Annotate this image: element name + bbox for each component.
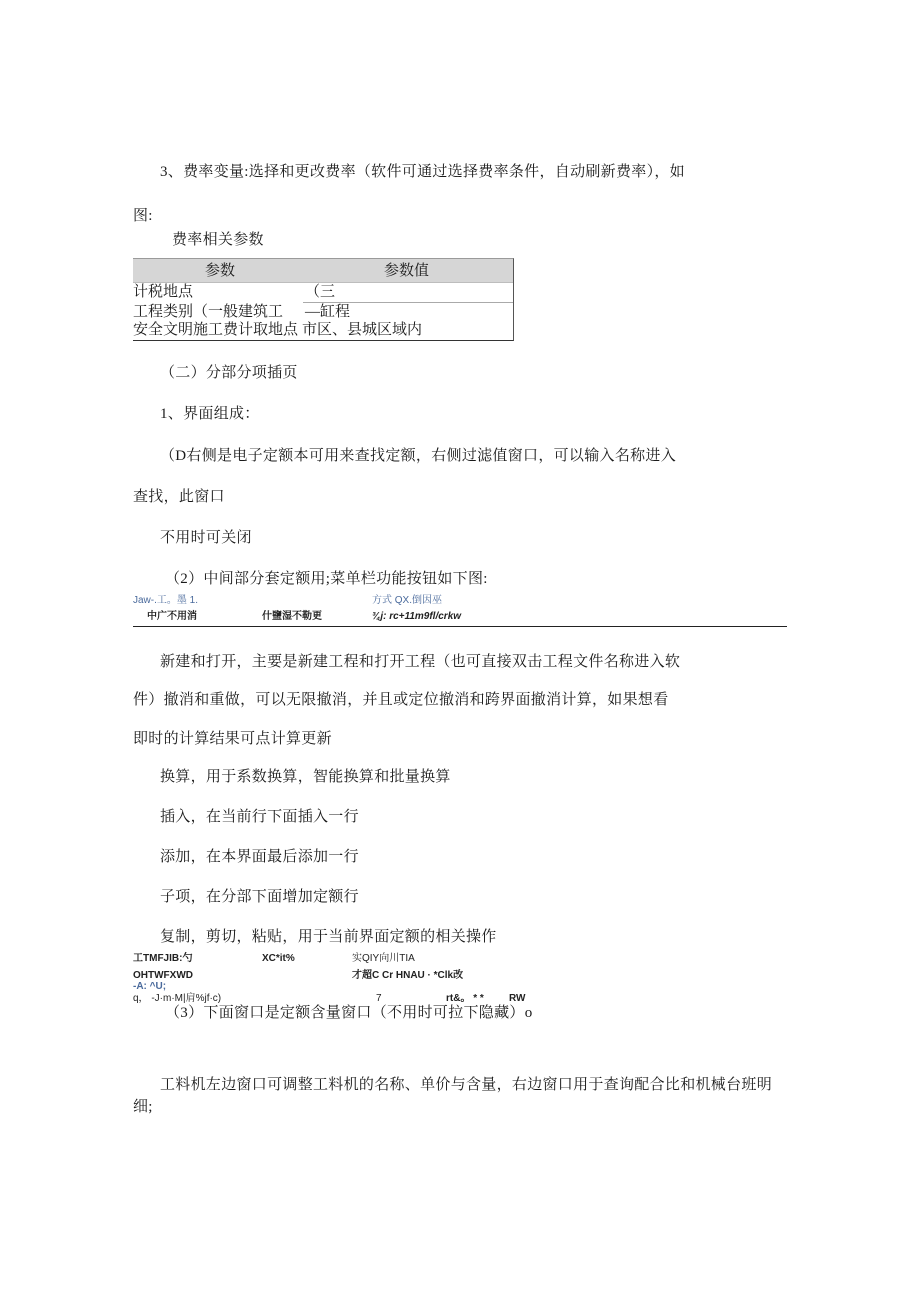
interface-composition-heading: 1、界面组成： xyxy=(160,406,260,422)
toolbar2-text: XC*it% xyxy=(262,953,295,964)
table-header-row xyxy=(133,259,513,283)
toolbar2-text: -A: ^U; xyxy=(133,981,167,992)
desc-new-open-cont: 件）撤消和重做，可以无限撤消，并且或定位撤消和跨界面撤消计算，如果想看 xyxy=(133,692,669,708)
toolbar1-text: 方式 QX.倒因巫 xyxy=(372,595,443,606)
table-cell-param: 计税地点 xyxy=(133,284,194,300)
table-cell-param: 工程类别（一般建筑工 xyxy=(133,304,284,320)
paragraph-labor-material-cont: 细; xyxy=(133,1099,153,1115)
desc-new-open: 新建和打开，主要是新建工程和打开工程（也可直接双击工程文件名称进入软 xyxy=(160,654,681,670)
table-cell-value: —缸程 xyxy=(305,304,351,320)
toolbar2-text: 工TMFJIB:勺 xyxy=(133,953,193,964)
toolbar1-text: Jaw-.工。墨 1. xyxy=(133,595,199,606)
toolbar1-divider xyxy=(133,626,787,627)
desc-insert: 插入，在当前行下面插入一行 xyxy=(160,809,359,825)
fee-table-caption: 费率相关参数 xyxy=(172,232,264,248)
table-cell-value: （三 xyxy=(305,284,336,300)
toolbar2-text: RW xyxy=(509,993,526,1004)
desc-new-open-cont: 即时的计算结果可点计算更新 xyxy=(133,731,332,747)
fee-variable-paragraph: 3、费率变量:选择和更改费率（软件可通过选择费率条件，自动刷新费率），如 xyxy=(160,164,685,180)
desc-add: 添加，在本界面最后添加一行 xyxy=(160,849,359,865)
table-header-param: 参数 xyxy=(205,263,236,279)
toolbar2-text: q， -J·m·M|肩%jf·c) xyxy=(133,993,222,1004)
toolbar2-text: 才超C Cr HNAU · *Clk改 xyxy=(352,970,464,981)
section-2-title: （二）分部分项插页 xyxy=(160,365,298,381)
toolbar2-text: 实QIY向川TIA xyxy=(352,953,415,964)
paragraph-right-panel-cont: 不用时可关闭 xyxy=(160,530,252,546)
paragraph-right-panel-cont: 查找，此窗口 xyxy=(133,489,225,505)
paragraph-middle-panel: （2）中间部分套定额用;菜单栏功能按钮如下图: xyxy=(165,571,488,587)
paragraph-right-panel: （D右侧是电子定额本可用来查找定额，右侧过滤值窗口，可以输入名称进入 xyxy=(160,448,677,464)
toolbar1-text: 中广不用消 xyxy=(147,611,197,622)
fee-parameter-table xyxy=(133,258,514,341)
fee-variable-paragraph-cont: 图: xyxy=(133,208,153,224)
toolbar2-text: 7 xyxy=(376,993,382,1004)
paragraph-lower-panel: （3）下面窗口是定额含量窗口（不用时可拉下隐藏）o xyxy=(165,1005,533,1021)
desc-convert: 换算，用于系数换算，智能换算和批量换算 xyxy=(160,769,451,785)
toolbar1-text: ¾j: rc+11m9fl/crkw xyxy=(372,611,462,622)
paragraph-labor-material: 工料机左边窗口可调整工料机的名称、单价与含量，右边窗口用于查询配合比和机械台班明 xyxy=(160,1077,773,1093)
desc-copy: 复制，剪切，粘贴，用于当前界面定额的相关操作 xyxy=(160,929,497,945)
toolbar1-text: 什鹽湿不勒更 xyxy=(262,611,322,622)
desc-subitem: 子项，在分部下面增加定额行 xyxy=(160,889,359,905)
table-cell-param: 安全文明施工费计取地点 xyxy=(133,322,299,338)
table-header-value: 参数值 xyxy=(384,263,430,279)
toolbar2-text: rt&。 * * xyxy=(446,993,484,1004)
toolbar2-text: OHTWFXWD xyxy=(133,970,193,981)
table-cell-value: 市区、县城区域内 xyxy=(302,322,423,338)
